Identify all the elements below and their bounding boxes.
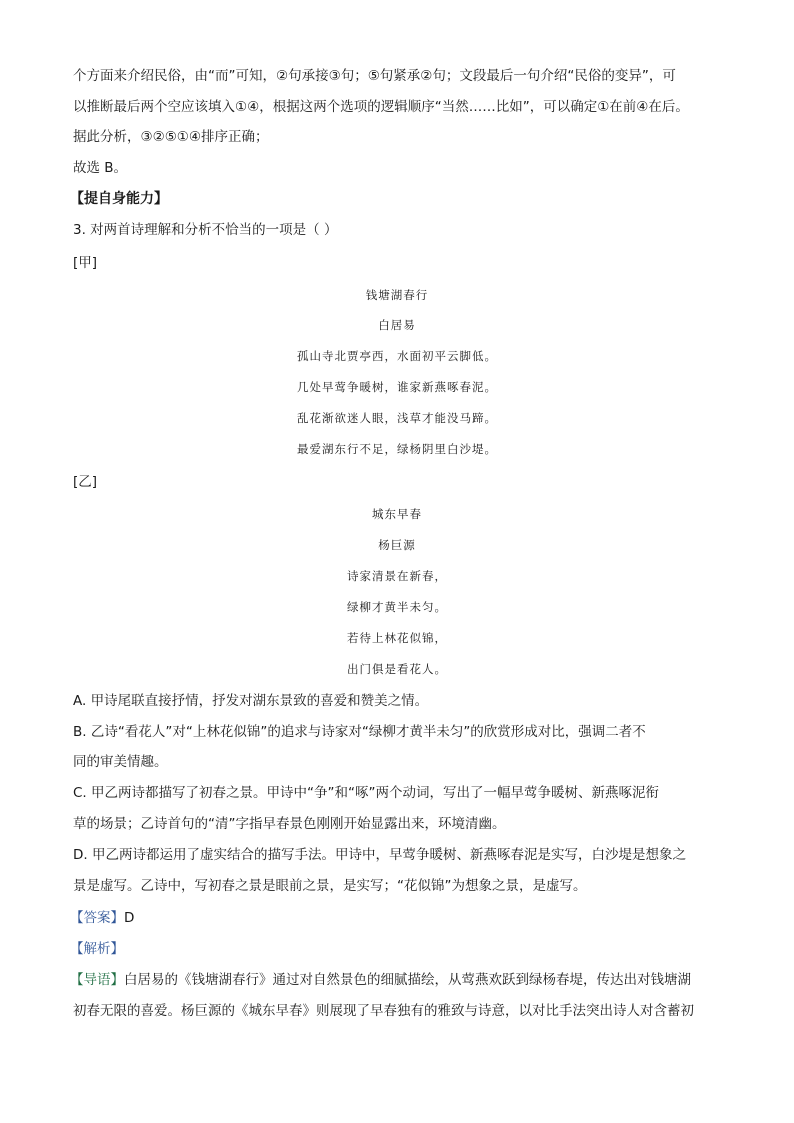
poem-b-marker: [乙] xyxy=(73,474,98,490)
guide-label: 【导语】 xyxy=(70,972,124,988)
poem-b-author: 杨巨源 xyxy=(378,538,416,552)
poem-a-line: 乱花渐欲迷人眼，浅草才能没马蹄。 xyxy=(297,411,497,425)
paragraph-line: 个方面来介绍民俗，由“而”可知，②句承接③句；⑤句紧承②句；文段最后一句介绍“民俗的变异”，可 xyxy=(73,68,676,84)
option-d-line: D. 甲乙两诗都运用了虚实结合的描写手法。甲诗中，早莺争暖树、新燕啄春泥是实写，白沙堤是想象之 xyxy=(73,847,686,863)
poem-b-line: 诗家清景在新春， xyxy=(347,569,447,583)
poem-a-line: 几处早莺争暖树，谁家新燕啄春泥。 xyxy=(297,380,497,394)
answer-label: 【答案】 xyxy=(70,910,124,926)
option-b-line: B. 乙诗“看花人”对“上林花似锦”的追求与诗家对“绿柳才黄半未匀”的欣赏形成对比，强调二者不 xyxy=(73,724,646,740)
poem-b-line: 绿柳才黄半未匀。 xyxy=(347,600,447,614)
poem-a-marker: [甲] xyxy=(73,255,98,271)
poem-a-author: 白居易 xyxy=(378,318,416,332)
guide-line xyxy=(70,970,691,990)
section-heading: 【提自身能力】 xyxy=(70,191,168,207)
paragraph-line: 据此分析，③②⑤①④排序正确； xyxy=(73,129,269,145)
option-a: A. 甲诗尾联直接抒情，抒发对湖东景致的喜爱和赞美之情。 xyxy=(73,693,429,709)
paragraph-line: 故选 B。 xyxy=(73,160,128,176)
analysis-label: 【解析】 xyxy=(70,941,124,957)
option-c-line: 草的场景；乙诗首句的“清”字指早春景色刚刚开始显露出来，环境清幽。 xyxy=(73,816,506,832)
poem-b-title: 城东早春 xyxy=(372,507,422,521)
answer-value: D xyxy=(124,910,135,926)
option-c-line: C. 甲乙两诗都描写了初春之景。甲诗中“争”和“啄”两个动词，写出了一幅早莺争暖树、新燕啄泥衔 xyxy=(73,785,659,801)
poem-a-line: 孤山寺北贾亭西，水面初平云脚低。 xyxy=(297,349,497,363)
paragraph-line: 以推断最后两个空应该填入①④，根据这两个选项的逻辑顺序“当然……比如”，可以确定①在前④在后。 xyxy=(73,99,689,115)
question-stem: 3. 对两首诗理解和分析不恰当的一项是（ ） xyxy=(73,222,338,238)
poem-b-line: 若待上林花似锦， xyxy=(347,631,447,645)
poem-a-title: 钱塘湖春行 xyxy=(365,288,429,302)
poem-b-line: 出门俱是看花人。 xyxy=(347,662,447,676)
answer-row xyxy=(70,908,134,928)
option-d-line: 景是虚写。乙诗中，写初春之景是眼前之景，是实写；“花似锦”为想象之景，是虚写。 xyxy=(73,878,587,894)
option-b-line: 同的审美情趣。 xyxy=(73,754,168,770)
guide-text: 白居易的《钱塘湖春行》通过对自然景色的细腻描绘，从莺燕欢跃到绿杨春堤，传达出对钱塘湖 xyxy=(124,972,691,988)
poem-a-line: 最爱湖东行不足，绿杨阴里白沙堤。 xyxy=(297,442,497,456)
guide-line: 初春无限的喜爱。杨巨源的《城东早春》则展现了早春独有的雅致与诗意，以对比手法突出诗人对含蓄初 xyxy=(73,1003,694,1019)
